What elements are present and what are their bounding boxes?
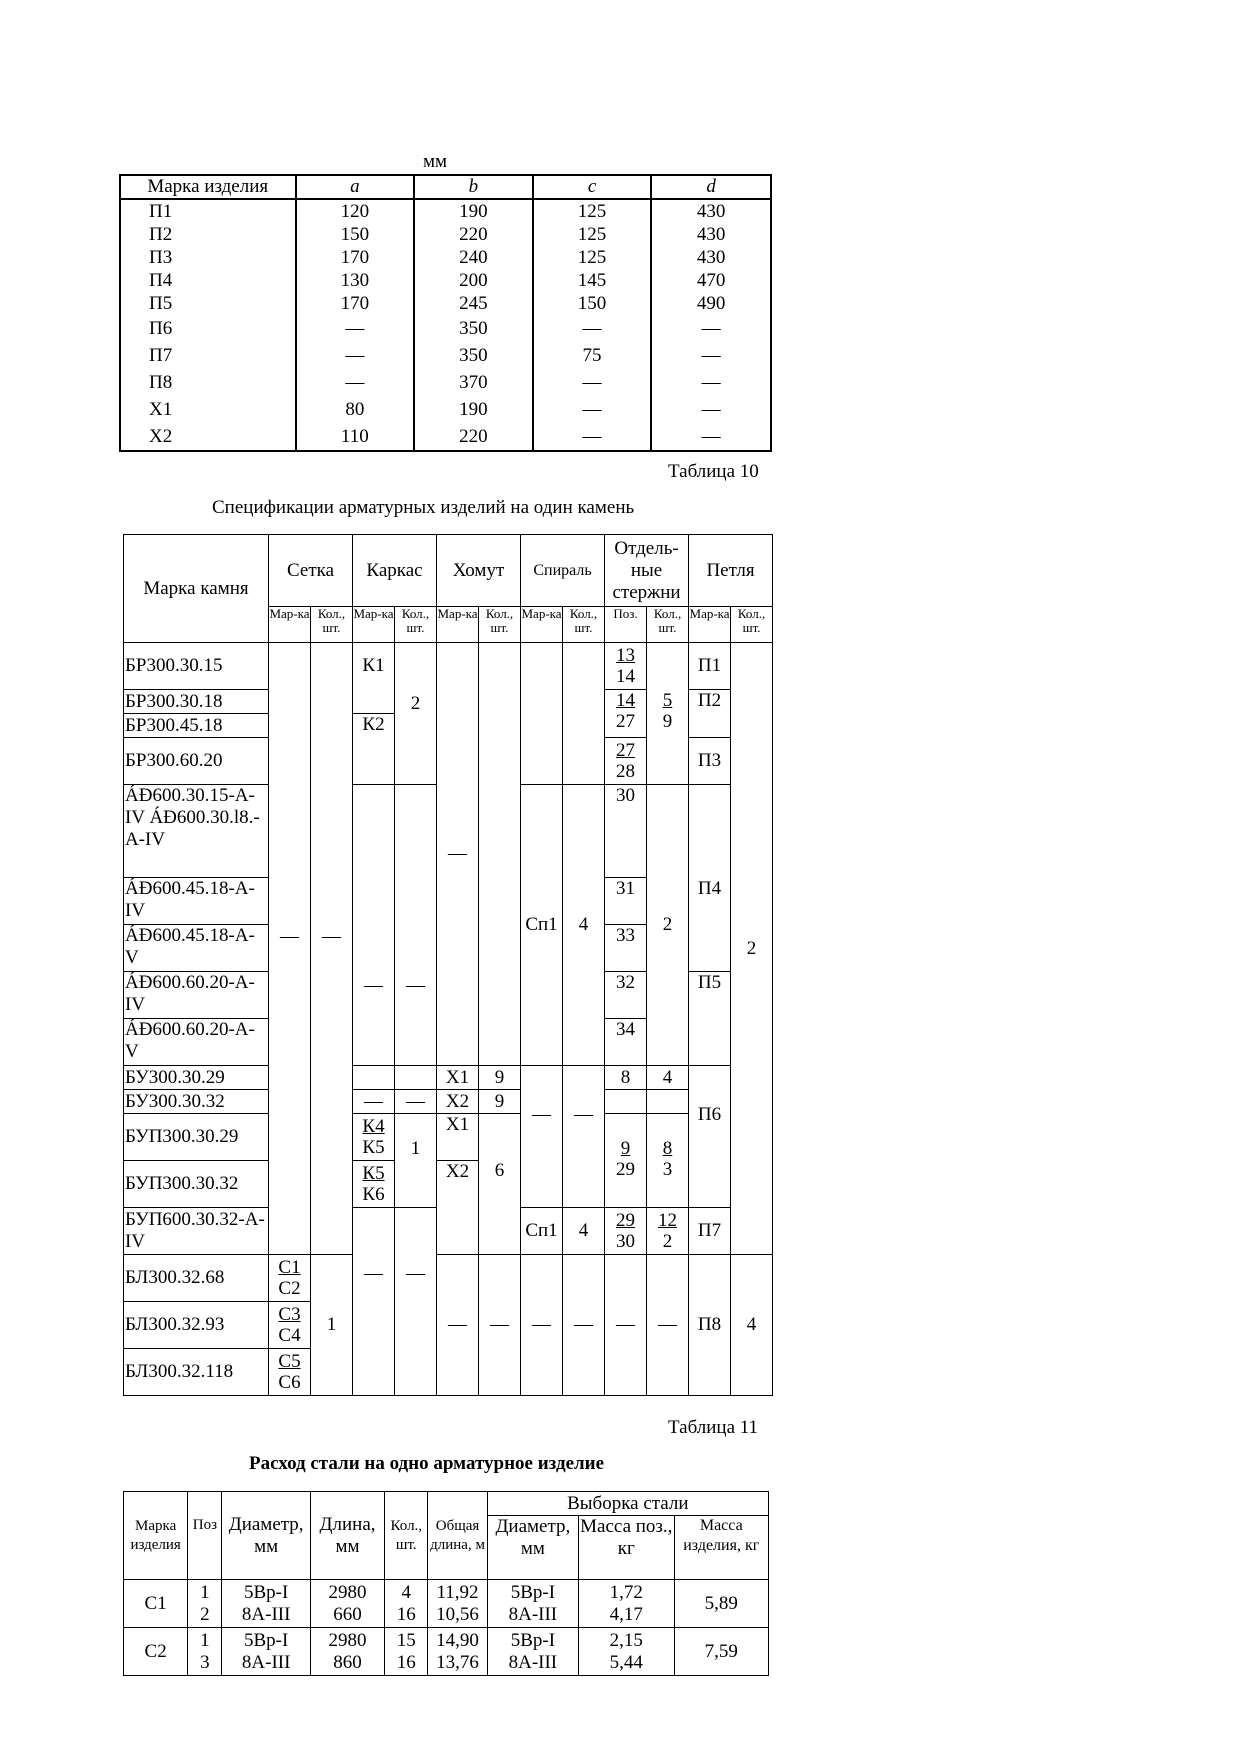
cell: — bbox=[437, 643, 479, 1066]
cell: — bbox=[353, 785, 395, 1066]
cell: П1 bbox=[120, 199, 296, 223]
cell: 11,92 10,56 bbox=[428, 1580, 487, 1628]
table10-title: Спецификации арматурных изделий на один камень bbox=[212, 497, 635, 518]
cell: 125 bbox=[533, 223, 652, 246]
subheader-cell: Мар-ка bbox=[689, 607, 731, 643]
cell: БР300.30.18 bbox=[124, 690, 269, 714]
subheader-cell: Кол., шт. bbox=[395, 607, 437, 643]
subheader-cell: Мар-ка bbox=[269, 607, 311, 643]
cell: П6 bbox=[120, 315, 296, 342]
cell: 1 bbox=[311, 1255, 353, 1396]
cell: — bbox=[311, 643, 353, 1255]
cell: $\frac{29}{30}$ bbox=[605, 1208, 647, 1255]
cell: — bbox=[479, 1255, 521, 1396]
header-cell: Выборка стали bbox=[487, 1492, 768, 1516]
cell: Х2 bbox=[120, 423, 296, 451]
cell: П8 bbox=[120, 369, 296, 396]
header-cell: Сетка bbox=[269, 535, 353, 607]
cell: П5 bbox=[689, 972, 731, 1066]
cell: $\frac{5}{9}$ bbox=[647, 643, 689, 785]
cell: 245 bbox=[414, 292, 533, 315]
cell: 1 2 bbox=[188, 1580, 222, 1628]
cell: П5 bbox=[120, 292, 296, 315]
table-row bbox=[120, 315, 771, 342]
cell: П2 bbox=[689, 690, 731, 738]
subheader-cell: Кол., шт. bbox=[479, 607, 521, 643]
cell: БУП300.30.29 bbox=[124, 1114, 269, 1161]
cell: П8 bbox=[689, 1255, 731, 1396]
cell: Х2 bbox=[437, 1161, 479, 1255]
cell: П7 bbox=[689, 1208, 731, 1255]
cell: $\frac{С3}{С4}$ bbox=[269, 1302, 311, 1349]
cell: 8 bbox=[605, 1066, 647, 1090]
cell: 4 bbox=[563, 1208, 605, 1255]
cell: $\frac{8}{3}$ bbox=[647, 1114, 689, 1208]
cell: 15 16 bbox=[385, 1628, 428, 1676]
cell: 30 bbox=[605, 785, 647, 878]
header-cell: Поз bbox=[188, 1492, 222, 1580]
cell: 1 3 bbox=[188, 1628, 222, 1676]
header-cell: Петля bbox=[689, 535, 773, 607]
cell: ÁÐ600.45.18-А-IV bbox=[124, 878, 269, 925]
cell: — bbox=[437, 1255, 479, 1396]
cell: П6 bbox=[689, 1066, 731, 1208]
table-row bbox=[124, 1114, 773, 1161]
cell bbox=[647, 1090, 689, 1114]
table-row bbox=[124, 1090, 773, 1114]
cell: — bbox=[647, 1255, 689, 1396]
cell: 33 bbox=[605, 925, 647, 972]
specification-table bbox=[123, 534, 773, 1396]
cell bbox=[605, 1090, 647, 1114]
cell: — bbox=[353, 1208, 395, 1396]
cell: $\frac{9}{29}$ bbox=[605, 1114, 647, 1208]
table-row bbox=[120, 396, 771, 423]
cell: П2 bbox=[120, 223, 296, 246]
header-cell: a bbox=[296, 175, 415, 199]
table-row bbox=[120, 223, 771, 246]
subheader-cell: Мар-ка bbox=[437, 607, 479, 643]
cell: ÁÐ600.60.20-А-IV bbox=[124, 972, 269, 1019]
cell: 34 bbox=[605, 1019, 647, 1066]
table-row bbox=[120, 423, 771, 451]
cell: 14,90 13,76 bbox=[428, 1628, 487, 1676]
header-cell: Марка изделия bbox=[124, 1492, 188, 1580]
cell: 1 bbox=[395, 1114, 437, 1208]
cell: $\frac{12}{2}$ bbox=[647, 1208, 689, 1255]
subheader-cell: Кол., шт. bbox=[731, 607, 773, 643]
cell: Сп1 bbox=[521, 1208, 563, 1255]
cell: 4 bbox=[731, 1255, 773, 1396]
cell: БУП300.30.32 bbox=[124, 1161, 269, 1208]
table-row bbox=[124, 643, 773, 690]
cell: — bbox=[395, 1090, 437, 1114]
header-cell: Хомут bbox=[437, 535, 521, 607]
cell: П1 bbox=[689, 643, 731, 690]
header-cell: d bbox=[651, 175, 771, 199]
cell: П3 bbox=[120, 246, 296, 269]
cell: 350 bbox=[414, 315, 533, 342]
cell: БР300.60.20 bbox=[124, 738, 269, 785]
cell: 5,89 bbox=[674, 1580, 768, 1628]
cell: — bbox=[651, 423, 771, 451]
cell: Х2 bbox=[437, 1090, 479, 1114]
table-header-row bbox=[124, 1492, 769, 1516]
cell: — bbox=[605, 1255, 647, 1396]
cell: 110 bbox=[296, 423, 415, 451]
cell: $\frac{С1}{С2}$ bbox=[269, 1255, 311, 1302]
cell: — bbox=[651, 396, 771, 423]
cell: Сп1 bbox=[521, 785, 563, 1066]
cell: Х1 bbox=[437, 1066, 479, 1090]
cell: — bbox=[651, 342, 771, 369]
cell: — bbox=[296, 315, 415, 342]
cell: — bbox=[533, 369, 652, 396]
cell: БР300.30.15 bbox=[124, 643, 269, 690]
cell: — bbox=[521, 1255, 563, 1396]
cell: 7,59 bbox=[674, 1628, 768, 1676]
cell: 430 bbox=[651, 246, 771, 269]
cell: $\frac{К4}{К5}$ bbox=[353, 1114, 395, 1161]
cell: 9 bbox=[479, 1066, 521, 1090]
cell: 190 bbox=[414, 396, 533, 423]
table-row bbox=[120, 246, 771, 269]
cell: $\frac{С5}{С6}$ bbox=[269, 1349, 311, 1396]
table-row bbox=[120, 199, 771, 223]
cell: БУ300.30.29 bbox=[124, 1066, 269, 1090]
cell: 6 bbox=[479, 1114, 521, 1255]
cell: 2980 660 bbox=[310, 1580, 384, 1628]
header-cell: b bbox=[414, 175, 533, 199]
table-row bbox=[124, 1580, 769, 1628]
cell: $\frac{14}{27}$ bbox=[605, 690, 647, 738]
subheader-cell: Мар-ка bbox=[521, 607, 563, 643]
cell: $\frac{13}{14}$ bbox=[605, 643, 647, 690]
cell: 370 bbox=[414, 369, 533, 396]
cell: 190 bbox=[414, 199, 533, 223]
cell: Х1 bbox=[437, 1114, 479, 1161]
table-row bbox=[120, 342, 771, 369]
cell: К2 bbox=[353, 714, 395, 785]
cell: 125 bbox=[533, 199, 652, 223]
table1-unit: мм bbox=[423, 151, 448, 172]
cell: 430 bbox=[651, 199, 771, 223]
cell: — bbox=[353, 1090, 395, 1114]
header-cell: c bbox=[533, 175, 652, 199]
cell: С2 bbox=[124, 1628, 188, 1676]
header-cell: Каркас bbox=[353, 535, 437, 607]
cell: П4 bbox=[120, 269, 296, 292]
header-cell: Спираль bbox=[521, 535, 605, 607]
cell: П3 bbox=[689, 738, 731, 785]
table-row bbox=[124, 1628, 769, 1676]
cell: ÁÐ600.45.18-А-V bbox=[124, 925, 269, 972]
cell: 5Вр-I 8А-III bbox=[222, 1628, 310, 1676]
header-cell: Диаметр, мм bbox=[222, 1492, 310, 1580]
cell bbox=[395, 1066, 437, 1090]
subheader-cell: Кол., шт. bbox=[563, 607, 605, 643]
cell: 5Вр-I 8А-III bbox=[487, 1580, 578, 1628]
cell: 220 bbox=[414, 423, 533, 451]
cell: 2 bbox=[731, 643, 773, 1255]
cell: 4 bbox=[563, 785, 605, 1066]
cell: — bbox=[651, 315, 771, 342]
cell: 9 bbox=[479, 1090, 521, 1114]
header-cell: Диаметр, мм bbox=[487, 1516, 578, 1580]
cell: — bbox=[563, 1255, 605, 1396]
cell bbox=[521, 643, 563, 785]
cell: — bbox=[533, 423, 652, 451]
cell: 200 bbox=[414, 269, 533, 292]
cell: 130 bbox=[296, 269, 415, 292]
subheader-cell: Кол., шт. bbox=[311, 607, 353, 643]
cell: — bbox=[533, 396, 652, 423]
cell: — bbox=[296, 342, 415, 369]
subheader-cell: Кол., шт. bbox=[647, 607, 689, 643]
table-row bbox=[120, 292, 771, 315]
cell: 5Вр-I 8А-III bbox=[487, 1628, 578, 1676]
cell: 120 bbox=[296, 199, 415, 223]
cell: — bbox=[395, 785, 437, 1066]
cell bbox=[353, 1066, 395, 1090]
cell: 125 bbox=[533, 246, 652, 269]
cell: П4 bbox=[689, 785, 731, 972]
cell: 31 bbox=[605, 878, 647, 925]
cell: $\frac{К5}{К6}$ bbox=[353, 1161, 395, 1208]
cell: 430 bbox=[651, 223, 771, 246]
header-cell: Масса изделия, кг bbox=[674, 1516, 768, 1580]
cell: 2 bbox=[395, 643, 437, 785]
cell: 470 bbox=[651, 269, 771, 292]
cell: — bbox=[296, 369, 415, 396]
cell: ÁÐ600.60.20-А-V bbox=[124, 1019, 269, 1066]
header-cell: Отдель-ные стержни bbox=[605, 535, 689, 607]
cell: 2,15 5,44 bbox=[579, 1628, 674, 1676]
header-cell: Общая длина, м bbox=[428, 1492, 487, 1580]
cell: БР300.45.18 bbox=[124, 714, 269, 738]
cell: 240 bbox=[414, 246, 533, 269]
table-row bbox=[124, 1066, 773, 1090]
table-row bbox=[120, 369, 771, 396]
header-cell: Марка камня bbox=[124, 535, 269, 643]
cell: 490 bbox=[651, 292, 771, 315]
cell: — bbox=[651, 369, 771, 396]
cell: — bbox=[521, 1066, 563, 1208]
cell: 75 bbox=[533, 342, 652, 369]
cell: 170 bbox=[296, 246, 415, 269]
cell: — bbox=[395, 1208, 437, 1396]
cell: 1,72 4,17 bbox=[579, 1580, 674, 1628]
header-cell: Длина, мм bbox=[310, 1492, 384, 1580]
cell: 150 bbox=[296, 223, 415, 246]
steel-consumption-table bbox=[123, 1491, 769, 1676]
cell: К1 bbox=[353, 643, 395, 714]
cell: — bbox=[533, 315, 652, 342]
cell: П7 bbox=[120, 342, 296, 369]
table-header-row bbox=[124, 535, 773, 607]
dimensions-table bbox=[119, 174, 772, 452]
cell: 350 bbox=[414, 342, 533, 369]
cell: 2 bbox=[647, 785, 689, 1066]
cell: 170 bbox=[296, 292, 415, 315]
cell: 145 bbox=[533, 269, 652, 292]
cell: 220 bbox=[414, 223, 533, 246]
cell: БЛ300.32.93 bbox=[124, 1302, 269, 1349]
cell bbox=[563, 643, 605, 785]
cell: 2980 860 bbox=[310, 1628, 384, 1676]
cell: 4 bbox=[647, 1066, 689, 1090]
cell: БЛ300.32.68 bbox=[124, 1255, 269, 1302]
cell: БЛ300.32.118 bbox=[124, 1349, 269, 1396]
cell bbox=[479, 643, 521, 1066]
subheader-cell: Мар-ка bbox=[353, 607, 395, 643]
cell: ÁÐ600.30.15-А-IV ÁÐ600.30.l8.-А-IV bbox=[124, 785, 269, 878]
table11-label: Таблица 11 bbox=[668, 1417, 759, 1438]
table-header-row bbox=[120, 175, 771, 199]
header-cell: Кол., шт. bbox=[385, 1492, 428, 1580]
table-row bbox=[120, 269, 771, 292]
table-row bbox=[124, 1255, 773, 1302]
cell: — bbox=[563, 1066, 605, 1208]
cell: Х1 bbox=[120, 396, 296, 423]
table10-label: Таблица 10 bbox=[668, 461, 759, 482]
cell: 5Вр-I 8А-III bbox=[222, 1580, 310, 1628]
cell: — bbox=[269, 643, 311, 1255]
cell: 150 bbox=[533, 292, 652, 315]
header-cell: Марка изделия bbox=[120, 175, 296, 199]
header-cell: Масса поз., кг bbox=[579, 1516, 674, 1580]
cell: БУ300.30.32 bbox=[124, 1090, 269, 1114]
table11-title: Расход стали на одно арматурное изделие bbox=[249, 1453, 605, 1474]
cell: С1 bbox=[124, 1580, 188, 1628]
cell: $\frac{27}{28}$ bbox=[605, 738, 647, 785]
subheader-cell: Поз. bbox=[605, 607, 647, 643]
cell: 80 bbox=[296, 396, 415, 423]
cell: БУП600.30.32-А-IV bbox=[124, 1208, 269, 1255]
cell: 32 bbox=[605, 972, 647, 1019]
cell: 4 16 bbox=[385, 1580, 428, 1628]
